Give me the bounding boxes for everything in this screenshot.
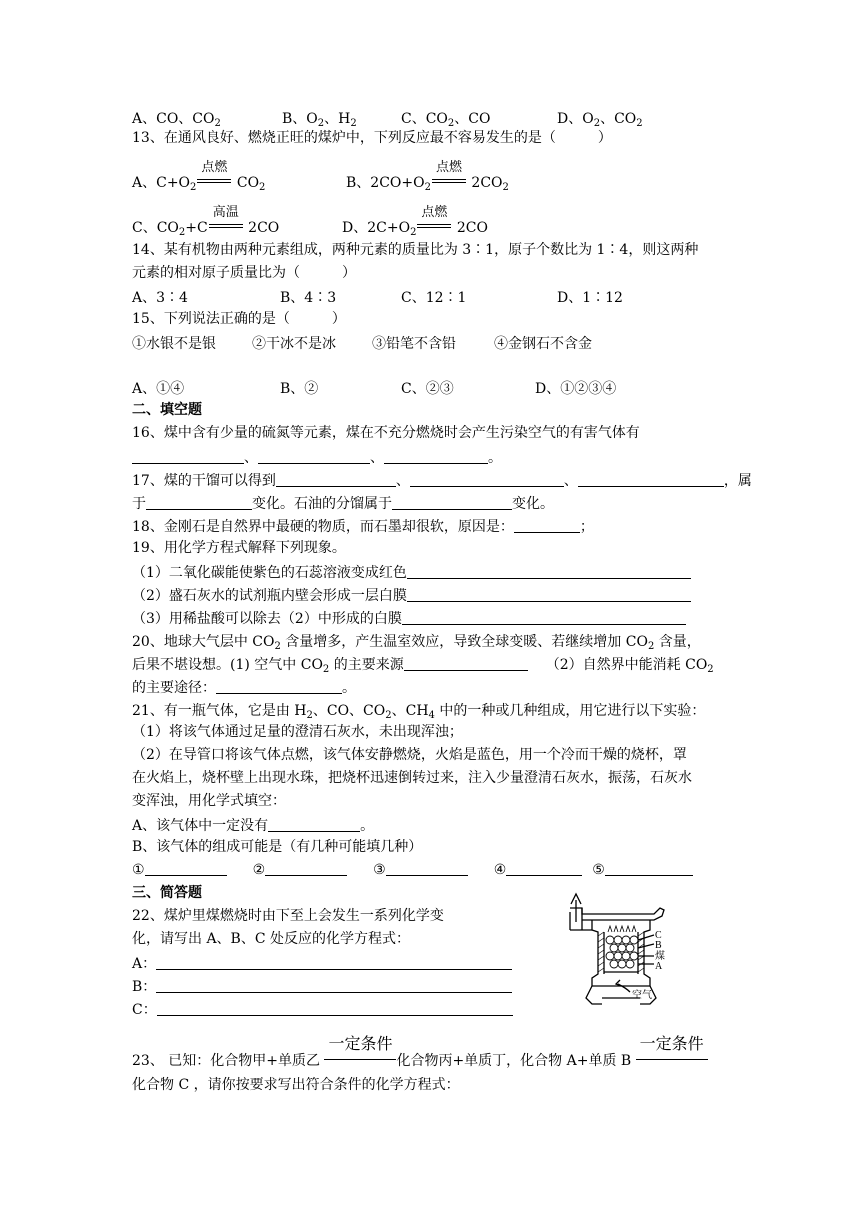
q20-line2: 后果不堪设想。(1) 空气中 $CO_2$ 的主要来源 （2）自然界中能消耗 $CO_2$ [132,657,714,675]
answer-blank[interactable] [145,861,227,876]
q19-stem: 19、用化学方程式解释下列现象。 [132,540,346,556]
answer-blank[interactable] [407,564,691,579]
q14-line2: 元素的相对原子质量比为（ ） [132,265,356,281]
q13-option-b: B、$2CO+O_2$ 点燃 $2CO_2$ [346,160,509,193]
q15-option-b: B、② [280,381,319,397]
section-short-answer-heading: 三、简答题 [132,885,202,901]
reaction-arrow: 高温 [209,220,243,236]
answer-blank[interactable] [410,472,564,487]
q23-line2: 化合物 C ，请你按要求写出符合条件的化学方程式： [132,1077,460,1093]
answer-blank[interactable] [268,817,360,832]
q15-stem: 15、下列说法正确的是（ ） [132,311,346,327]
fig-label-b: B [655,940,662,951]
reaction-arrow: 点燃 [417,220,451,236]
q21-part-a: A、该气体中一定没有 。 [132,818,375,834]
q21-line4: 在火焰上，烧杯壁上出现水珠，把烧杯迅速倒转过来，注入少量澄清石灰水，振荡，石灰水 [132,770,692,786]
answer-blank[interactable] [265,861,347,876]
q13-stem: 13、在通风良好、燃烧正旺的煤炉中，下列反应最不容易发生的是（ ） [132,130,612,146]
q12-option-b: B、$O_2$、$H_2$ [282,111,357,129]
answer-blank[interactable] [506,861,582,876]
q21-line2: （1）将该气体通过足量的澄清石灰水，未出现浑浊； [132,724,463,740]
answer-blank[interactable] [514,518,580,533]
reaction-arrow: 点燃 [197,175,231,191]
q15-statement-3: ③铅笔不含铅 [372,336,456,352]
coal-stove-figure [562,880,676,1016]
answer-blank[interactable] [146,495,252,510]
q14-option-a: A、3∶4 [132,290,188,306]
q22-line2: 化，请写出 A、B、C 处反应的化学方程式： [132,931,411,947]
q14-line1: 14、某有机物由两种元素组成，两种元素的质量比为 3∶1，原子个数比为 1∶4，则这两种 [132,242,699,258]
q13-option-c: C、$CO_2+C$ 高温 2CO [132,205,280,238]
q16-line1: 16、煤中含有少量的硫氮等元素，煤在不充分燃烧时会产生污染空气的有害气体有 [132,425,640,441]
answer-blank[interactable] [157,1001,513,1016]
answer-blank[interactable] [156,978,512,993]
reaction-arrow: 一定条件 [636,1053,708,1069]
answer-blank[interactable] [605,861,693,876]
q17-line1: 17、煤的干馏可以得到 、 、 ，属 [132,473,752,489]
answer-blank[interactable] [402,610,686,625]
answer-blank[interactable] [216,679,342,694]
q15-statement-1: ①水银不是银 [132,336,216,352]
answer-blank[interactable] [392,495,512,510]
q13-option-d: D、$2C+O_2$ 点燃 2CO [342,205,488,238]
q19-item-3: （3）用稀盐酸可以除去（2）中形成的白膜 [132,608,686,628]
q12-option-d: D、$O_2$、$CO_2$ [557,111,643,129]
q13-option-a: A、$C+O_2$ 点燃 $CO_2$ [132,160,266,193]
q20-line3: 的主要途径： 。 [132,680,356,696]
q19-item-1: （1）二氧化碳能使紫色的石蕊溶液变成红色 [132,562,691,582]
q15-statement-2: ②干冰不是冰 [252,336,336,352]
q14-option-d: D、1∶12 [557,290,623,306]
answer-blank[interactable] [407,587,691,602]
q15-option-a: A、①④ [132,381,185,397]
q21-part-b: B、该气体的组成可能是（有几种可能填几种） [132,839,423,855]
answer-blank[interactable] [276,472,396,487]
q15-option-c: C、②③ [401,381,454,397]
fig-label-c: C [655,930,662,941]
q20-line1: 20、地球大气层中 $CO_2$ 含量增多，产生温室效应，导致全球变暖、若继续增加 $CO_2$ 含量， [132,634,701,652]
q22-answer-a: A： [132,953,512,973]
answer-blank[interactable] [132,449,244,464]
answer-blank[interactable] [404,656,528,671]
q12-option-a: A、CO、$CO_2$ [132,111,221,129]
q14-option-c: C、12∶1 [401,290,467,306]
q17-line2: 于 变化。石油的分馏属于 变化。 [132,496,554,512]
q22-line1: 22、煤炉里煤燃烧时由下至上会发生一系列化学变 [132,908,444,924]
reaction-arrow: 点燃 [432,175,466,191]
q21-line3: （2）在导管口将该气体点燃，该气体安静燃烧，火焰是蓝色，用一个冷而干燥的烧杯，罩 [132,747,687,763]
answer-blank[interactable] [258,449,370,464]
q15-option-d: D、①②③④ [535,381,617,397]
q21-line5: 变浑浊，用化学式填空： [132,793,286,809]
q19-item-2: （2）盛石灰水的试剂瓶内壁会形成一层白膜 [132,585,691,605]
q21-line1: 21、有一瓶气体，它是由 $H_2$、CO、$CO_2$、$CH_4$ 中的一种或几种组成，用它进行以下实验： [132,703,706,721]
q22-answer-c: C： [132,999,513,1019]
q14-option-b: B、4∶3 [280,290,337,306]
answer-blank[interactable] [386,861,468,876]
fig-label-a: A [655,961,663,972]
answer-blank[interactable] [578,472,724,487]
reaction-arrow: 一定条件 [324,1053,396,1069]
q18-line: 18、金刚石是自然界中最硬的物质，而石墨却很软，原因是： ； [132,519,594,535]
fig-label-coal: 煤 [655,951,665,962]
q21-options: ① ② ③ ④ ⑤ [132,861,693,878]
answer-blank[interactable] [384,449,488,464]
q15-statement-4: ④金钢石不含金 [494,336,592,352]
answer-blank[interactable] [156,955,512,970]
q12-option-c: C、$CO_2$、CO [401,111,491,129]
section-fill-blank-heading: 二、填空题 [132,402,202,418]
q16-blanks: 、 、 。 [132,447,502,467]
q22-answer-b: B： [132,976,512,996]
fig-label-air: 空气 [632,990,652,1001]
q23-line1: 23、 已知：化合物甲+单质乙 一定条件 化合物丙+单质丁，化合物 A+单质 B 一定条件 [132,1050,708,1070]
